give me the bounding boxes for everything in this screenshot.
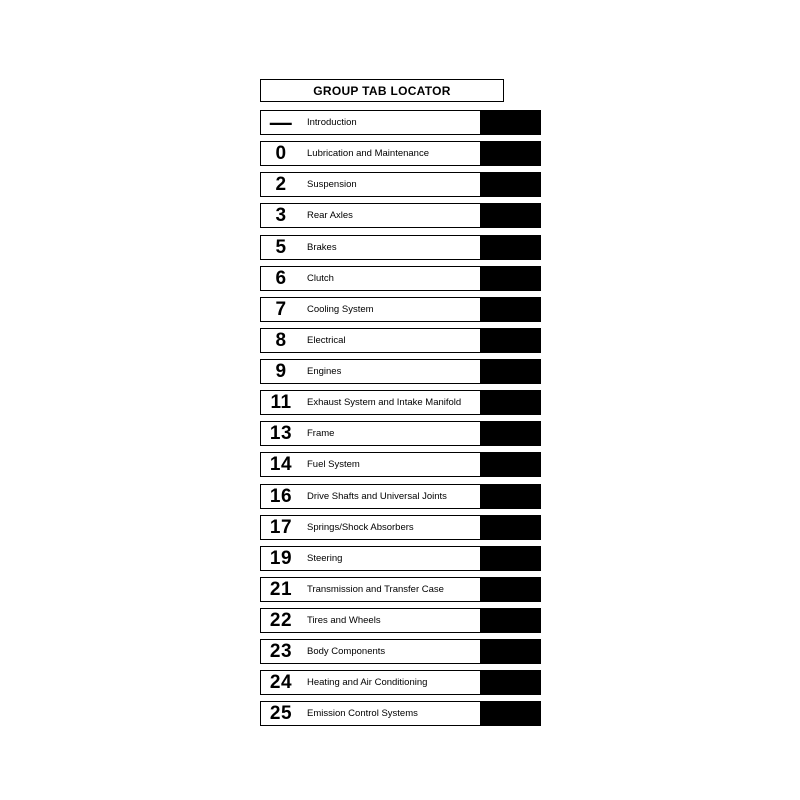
group-label: Heating and Air Conditioning	[307, 677, 428, 689]
group-tab-row[interactable]	[260, 328, 542, 353]
group-tab-row[interactable]	[260, 266, 542, 291]
black-tab-marker[interactable]	[480, 141, 541, 166]
black-tab-marker[interactable]	[480, 452, 541, 477]
black-tab-marker[interactable]	[480, 390, 541, 415]
group-number: 11	[270, 392, 292, 414]
group-entry	[260, 235, 480, 260]
group-entry	[260, 670, 480, 695]
group-tab-row[interactable]	[260, 172, 542, 197]
group-tab-row[interactable]	[260, 484, 542, 509]
group-entry	[260, 297, 480, 322]
group-number: 16	[269, 485, 293, 507]
group-label: Electrical	[307, 334, 346, 346]
black-tab-marker[interactable]	[480, 484, 541, 509]
group-entry	[260, 266, 480, 291]
group-tab-row[interactable]	[260, 452, 542, 477]
group-number: 21	[269, 578, 293, 600]
group-label: Suspension	[307, 179, 357, 191]
black-tab-marker[interactable]	[480, 546, 541, 571]
group-label: Rear Axles	[307, 210, 353, 222]
black-tab-marker[interactable]	[480, 172, 541, 197]
group-entry	[260, 359, 480, 384]
black-tab-marker[interactable]	[480, 608, 541, 633]
group-number: 23	[269, 641, 293, 663]
group-tab-row[interactable]	[260, 639, 542, 664]
group-label: Frame	[307, 428, 335, 440]
group-entry	[260, 421, 480, 446]
group-label: Clutch	[307, 272, 334, 284]
page-title: GROUP TAB LOCATOR	[260, 79, 504, 102]
black-tab-marker[interactable]	[480, 701, 541, 726]
group-tab-row[interactable]	[260, 390, 542, 415]
group-tab-list	[260, 110, 542, 733]
group-label: Transmission and Transfer Case	[307, 583, 444, 595]
black-tab-marker[interactable]	[480, 639, 541, 664]
group-label: Introduction	[307, 117, 357, 128]
group-tab-row[interactable]	[260, 670, 542, 695]
group-label: Emission Control Systems	[307, 708, 418, 720]
group-number: 24	[269, 672, 293, 694]
group-entry	[260, 328, 480, 353]
group-tab-row[interactable]	[260, 235, 542, 260]
black-tab-marker[interactable]	[480, 203, 541, 228]
group-number: 25	[269, 703, 293, 725]
group-entry	[260, 484, 480, 509]
group-label: Drive Shafts and Universal Joints	[307, 490, 447, 502]
group-label: Engines	[307, 366, 342, 377]
group-entry	[260, 141, 480, 166]
group-entry	[260, 577, 480, 602]
group-label: Steering	[307, 552, 343, 564]
group-label: Exhaust System and Intake Manifold	[307, 397, 462, 409]
group-label: Brakes	[307, 241, 337, 253]
group-number: 17	[269, 516, 293, 538]
group-entry	[260, 110, 480, 135]
group-number: 9	[275, 361, 287, 382]
group-tab-row[interactable]	[260, 608, 542, 633]
group-tab-row[interactable]	[260, 203, 542, 228]
group-number: 0	[275, 143, 287, 165]
group-entry	[260, 203, 480, 228]
group-entry	[260, 701, 480, 726]
group-number: 3	[275, 205, 287, 227]
group-label: Lubrication and Maintenance	[307, 148, 430, 160]
black-tab-marker[interactable]	[480, 421, 541, 446]
group-tab-row[interactable]	[260, 546, 542, 571]
group-entry	[260, 172, 480, 197]
group-number: 13	[269, 423, 293, 445]
group-label: Fuel System	[307, 459, 360, 471]
group-label: Cooling System	[307, 303, 374, 315]
black-tab-marker[interactable]	[480, 266, 541, 291]
group-number: 19	[269, 547, 293, 569]
black-tab-marker[interactable]	[480, 235, 541, 260]
group-entry	[260, 390, 480, 415]
group-tab-row[interactable]	[260, 701, 542, 726]
group-number: 6	[275, 267, 287, 289]
group-entry	[260, 452, 480, 477]
group-entry	[260, 515, 480, 540]
black-tab-marker[interactable]	[480, 328, 541, 353]
black-tab-marker[interactable]	[480, 297, 541, 322]
group-tab-row[interactable]	[260, 110, 542, 135]
group-number: 22	[269, 610, 293, 631]
group-label: Tires and Wheels	[307, 615, 381, 626]
black-tab-marker[interactable]	[480, 515, 541, 540]
black-tab-marker[interactable]	[480, 359, 541, 384]
black-tab-marker[interactable]	[480, 577, 541, 602]
group-tab-row[interactable]	[260, 515, 542, 540]
group-tab-row[interactable]	[260, 421, 542, 446]
group-number: 5	[275, 236, 287, 258]
group-label: Body Components	[307, 646, 386, 658]
black-tab-marker[interactable]	[480, 670, 541, 695]
group-number: 8	[275, 329, 287, 351]
group-tab-row[interactable]	[260, 141, 542, 166]
group-entry	[260, 608, 480, 633]
group-number: 2	[275, 174, 287, 196]
group-number: 7	[275, 298, 287, 320]
group-tab-row[interactable]	[260, 359, 542, 384]
black-tab-marker[interactable]	[480, 110, 541, 135]
group-entry	[260, 639, 480, 664]
group-tab-row[interactable]	[260, 577, 542, 602]
group-label: Springs/Shock Absorbers	[307, 521, 414, 533]
group-number: —	[269, 110, 293, 135]
group-number: 14	[269, 454, 293, 476]
group-entry	[260, 546, 480, 571]
group-tab-row[interactable]	[260, 297, 542, 322]
